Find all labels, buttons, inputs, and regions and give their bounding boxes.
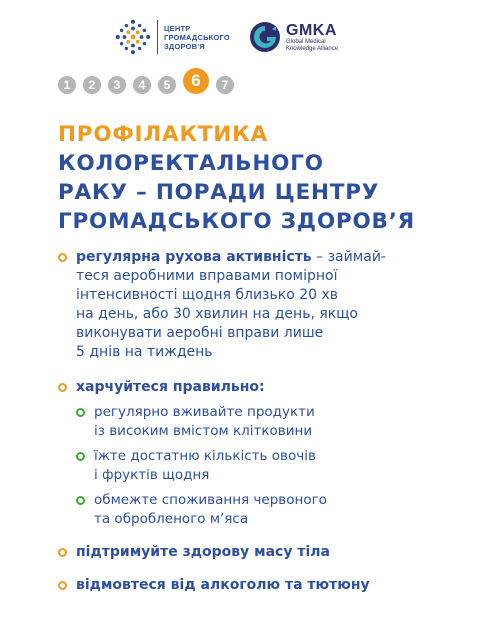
slide-pager [58,71,241,94]
title-line-4: ГРОМАДСЬКОГО ЗДОРОВ’Я [58,209,416,234]
logo-line-2: ГРОМАДСЬКОГО [164,32,230,42]
logo-line-3: ЗДОРОВ'Я [164,41,205,51]
page-6-current[interactable]: 6 [183,68,209,94]
tip-no-alcohol-tobacco-head: відмовтеся від алкоголю та тютюну [76,577,370,593]
gmka-subtitle [286,39,338,53]
tip-healthy-weight [58,543,458,562]
header [0,16,480,60]
gmka-logo [248,20,338,54]
page-3[interactable]: 3 [108,76,126,94]
title-line-2: КОЛОРЕКТАЛЬНОГО [58,151,324,176]
green-bullet-icon [76,408,85,417]
logo-divider [157,20,158,54]
subtip-vegetables [76,447,458,485]
page-2[interactable]: 2 [83,76,101,94]
subtip-fiber-text: регулярно вживайте продукти із високим вмістом клітковини [94,404,315,439]
page-7[interactable]: 7 [216,76,234,94]
subtip-vegetables-text: їжте достатню кількість овочів і фруктів щодня [94,448,316,483]
logo-line-1: ЦЕНТР [164,23,191,33]
orange-bullet-icon [58,383,67,392]
gmka-title: GMKA [286,21,337,39]
green-bullet-icon [76,452,85,461]
public-health-center-logo [114,18,230,56]
orange-bullet-icon [58,253,67,262]
page-1[interactable]: 1 [58,76,76,94]
tip-no-alcohol-tobacco [58,576,458,595]
tip-physical-activity-head: регулярна рухова активність [76,249,312,265]
tip-nutrition-head: харчуйтеся правильно: [76,379,265,395]
subtip-red-meat-text: обмежте споживання червоного та обробленого м’яса [94,492,327,527]
green-bullet-icon [76,496,85,505]
public-health-center-logo-icon [114,18,152,56]
tip-physical-activity-text [76,248,458,362]
gmka-sub-line-2: Knowledge Alliance [286,45,339,52]
tip-physical-activity-body: – займай- теся аеробними вправами помірної інтенсивності щодня близько 20 хв на день, або 30 хвилин на день, якщо виконувати аеробні вправи лише 5 днів на тиждень [76,249,386,360]
page-title [58,120,468,236]
page-5[interactable]: 5 [158,76,176,94]
orange-bullet-icon [58,548,67,557]
title-line-1: ПРОФІЛАКТИКА [58,122,268,147]
gmka-sub-line-1: Global Medical [286,38,326,45]
gmka-name [286,22,338,53]
public-health-center-name [164,23,230,51]
subtip-red-meat [76,491,458,529]
tips-list [58,248,458,607]
tip-nutrition [58,378,458,529]
tip-healthy-weight-head: підтримуйте здорову масу тіла [76,544,330,560]
subtip-fiber [76,403,458,441]
gmka-logo-icon [248,20,282,54]
title-line-3: РАКУ – ПОРАДИ ЦЕНТРУ [58,180,380,205]
page-4[interactable]: 4 [133,76,151,94]
orange-bullet-icon [58,581,67,590]
tip-physical-activity [58,248,458,362]
